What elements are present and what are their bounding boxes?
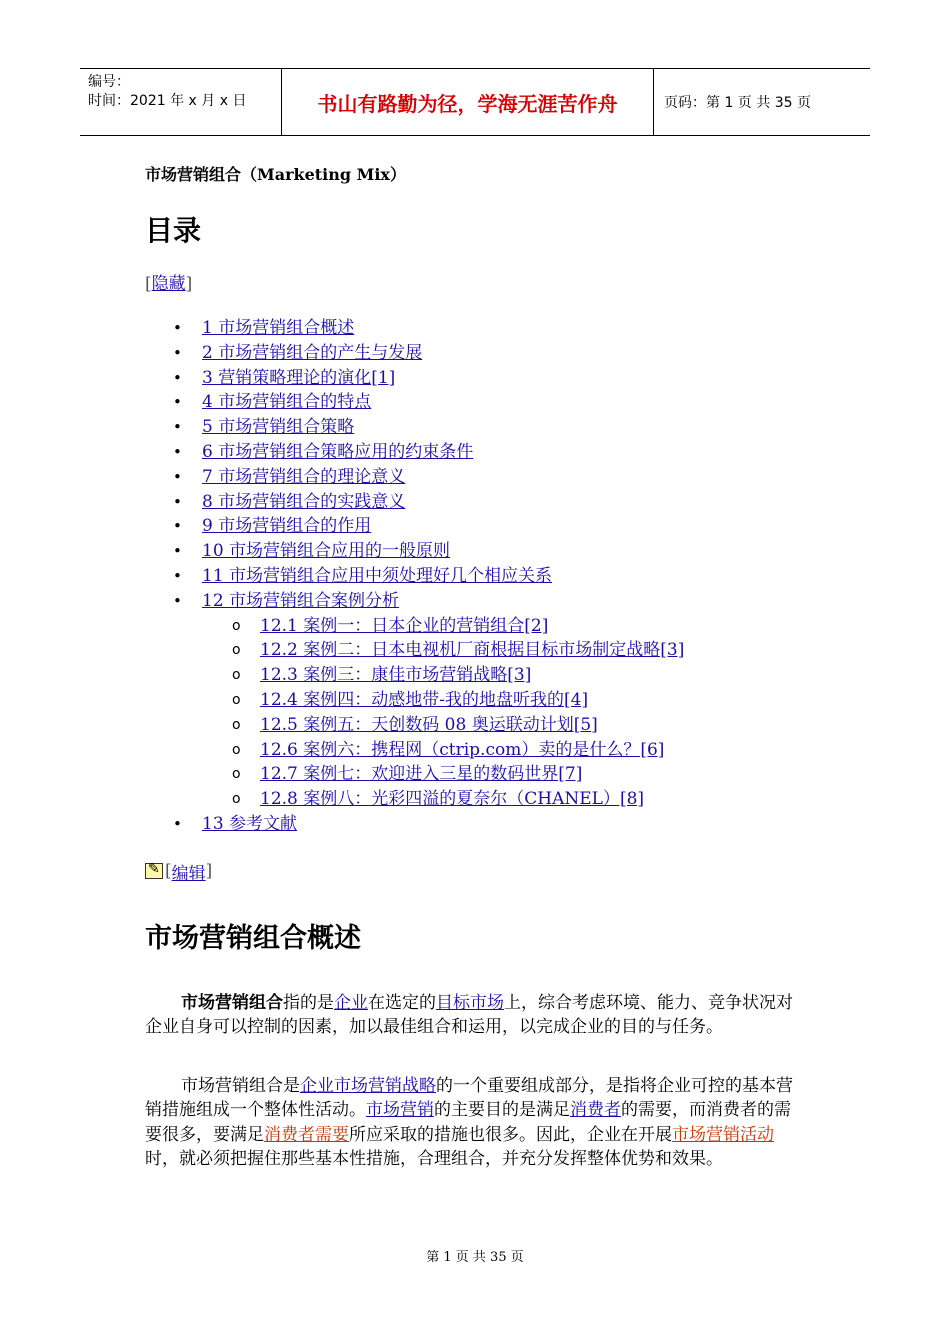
text: 在选定的 [368, 992, 436, 1013]
sub-bullet-icon: o [232, 617, 241, 634]
document-title: 市场营销组合（Marketing Mix） [145, 165, 406, 184]
time-label: 时间：2021 年 x 月 x 日 [88, 93, 247, 109]
bullet-icon: • [173, 442, 182, 461]
toc-link[interactable]: 13 参考文献 [202, 813, 298, 834]
toc-sublink[interactable]: 12.1 案例一：日本企业的营销组合[2] [260, 615, 549, 636]
toc-link[interactable]: 3 营销策略理论的演化[1] [202, 367, 396, 388]
toc-item [145, 564, 800, 589]
toc-toggle [145, 269, 800, 294]
bullet-icon: • [173, 418, 182, 437]
toc-link[interactable]: 4 市场营销组合的特点 [202, 392, 372, 413]
bullet-icon: • [173, 368, 182, 387]
toc-item [145, 415, 800, 440]
number-label: 编号： [88, 74, 130, 90]
edit-open: [ [165, 861, 172, 882]
edit-link[interactable]: 编辑 [171, 863, 206, 884]
text: 所应采取的措施也很多。因此，企业在开展 [349, 1124, 672, 1145]
toc-item [145, 316, 800, 341]
toc-item [145, 366, 800, 391]
toc-link[interactable]: 1 市场营销组合概述 [202, 318, 355, 338]
toc-link[interactable]: 9 市场营销组合的作用 [202, 516, 372, 537]
toc-sublink[interactable]: 12.8 案例八：光彩四溢的夏奈尔（CHANEL）[8] [260, 789, 645, 810]
toc-item [145, 514, 800, 539]
bullet-icon: • [173, 343, 182, 362]
toc-item [145, 490, 800, 515]
toc-subitem [145, 688, 800, 713]
toc-link[interactable]: 10 市场营销组合应用的一般原则 [202, 541, 451, 562]
toc-item [145, 341, 800, 366]
toc-subitem [145, 614, 800, 639]
edit-row [145, 859, 800, 884]
link-marketing-strategy[interactable]: 企业市场营销战略 [300, 1075, 436, 1096]
paragraph-1 [145, 991, 800, 1040]
text: 市场营销组合是 [181, 1075, 300, 1096]
bullet-icon: • [173, 517, 182, 536]
toc-sublink[interactable]: 12.7 案例七：欢迎进入三星的数码世界[7] [260, 764, 583, 785]
bullet-icon: • [173, 467, 182, 486]
bullet-icon: • [173, 566, 182, 585]
toc-hide-link[interactable]: 隐藏 [151, 274, 186, 294]
toc-item [145, 440, 800, 465]
toc-subitem [145, 638, 800, 663]
toc-toggle-close: ] [185, 274, 193, 294]
link-consumer[interactable]: 消费者 [570, 1100, 621, 1121]
sub-bullet-icon: o [232, 766, 241, 783]
sub-bullet-icon: o [232, 716, 241, 733]
toc-sublink[interactable]: 12.4 案例四：动感地带-我的地盘听我的[4] [260, 689, 589, 710]
section-heading: 市场营销组合概述 [145, 922, 361, 954]
toc-link[interactable]: 2 市场营销组合的产生与发展 [202, 342, 423, 363]
toc-list [145, 316, 800, 837]
toc-link[interactable]: 6 市场营销组合策略应用的约束条件 [202, 441, 474, 462]
document-body [145, 158, 800, 1172]
toc-heading: 目录 [145, 214, 202, 247]
edit-icon[interactable] [145, 863, 163, 879]
toc-link[interactable]: 8 市场营销组合的实践意义 [202, 491, 406, 512]
header-page-info: 页码：第 1 页 共 35 页 [664, 95, 811, 111]
text: 指的是 [283, 992, 334, 1013]
toc-link[interactable]: 5 市场营销组合策略 [202, 417, 355, 438]
header-table [80, 68, 870, 136]
bullet-icon: • [173, 591, 182, 610]
bullet-icon: • [173, 393, 182, 412]
toc-sublink[interactable]: 12.6 案例六：携程网（ctrip.com）卖的是什么？[6] [260, 739, 665, 760]
bullet-icon: • [173, 814, 182, 833]
toc-item [145, 465, 800, 490]
text: 上，综合考虑环境、能力、竞争状况对企业自身可以控制的因素，加以最佳组合和运用，以完成企业的目的与任务。 [145, 992, 793, 1038]
link-enterprise[interactable]: 企业 [334, 992, 368, 1013]
paragraph-2 [145, 1074, 800, 1172]
link-marketing-activity[interactable]: 市场营销活动 [672, 1124, 774, 1145]
toc-toggle-open: [ [145, 274, 152, 294]
toc-link[interactable]: 11 市场营销组合应用中须处理好几个相应关系 [202, 565, 553, 586]
toc-sublink[interactable]: 12.5 案例五：天创数码 08 奥运联动计划[5] [260, 714, 598, 735]
toc-subitem [145, 713, 800, 738]
toc-item [145, 539, 800, 564]
text: 时，就必须把握住那些基本性措施，合理组合，并充分发挥整体优势和效果。 [145, 1149, 723, 1170]
edit-close: ] [205, 861, 213, 882]
bullet-icon: • [173, 319, 182, 337]
bullet-icon: • [173, 542, 182, 561]
bullet-icon: • [173, 492, 182, 511]
toc-subitem [145, 787, 800, 812]
sub-bullet-icon: o [232, 642, 241, 659]
toc-link[interactable]: 12 市场营销组合案例分析 [202, 590, 400, 611]
toc-sublink[interactable]: 12.3 案例三：康佳市场营销战略[3] [260, 665, 532, 686]
toc-item [145, 812, 800, 837]
sub-bullet-icon: o [232, 791, 241, 808]
toc-subitem [145, 663, 800, 688]
sub-bullet-icon: o [232, 667, 241, 684]
header-motto: 书山有路勤为径，学海无涯苦作舟 [282, 69, 654, 135]
link-target-market[interactable]: 目标市场 [436, 992, 504, 1013]
link-consumer-needs[interactable]: 消费者需要 [264, 1124, 349, 1145]
toc-link[interactable]: 7 市场营销组合的理论意义 [202, 466, 406, 487]
text: 的主要目的是满足 [434, 1100, 570, 1121]
link-marketing[interactable]: 市场营销 [366, 1100, 434, 1121]
toc-sublink[interactable]: 12.2 案例二：日本电视机厂商根据目标市场制定战略[3] [260, 640, 685, 661]
toc-item [145, 589, 800, 614]
term-bold: 市场营销组合 [181, 992, 283, 1013]
sub-bullet-icon: o [232, 741, 241, 758]
toc-subitem [145, 762, 800, 787]
toc-item [145, 390, 800, 415]
text: 的需要，而消费者的需要很多，要满足 [145, 1100, 791, 1145]
header-meta [80, 69, 282, 135]
page-footer: 第 1 页 共 35 页 [426, 1250, 524, 1265]
sub-bullet-icon: o [232, 691, 241, 708]
toc-subitem [145, 738, 800, 763]
text: 的一个重要组成部分，是指将企业可控的基本营销措施组成一个整体性活动。 [145, 1075, 793, 1121]
